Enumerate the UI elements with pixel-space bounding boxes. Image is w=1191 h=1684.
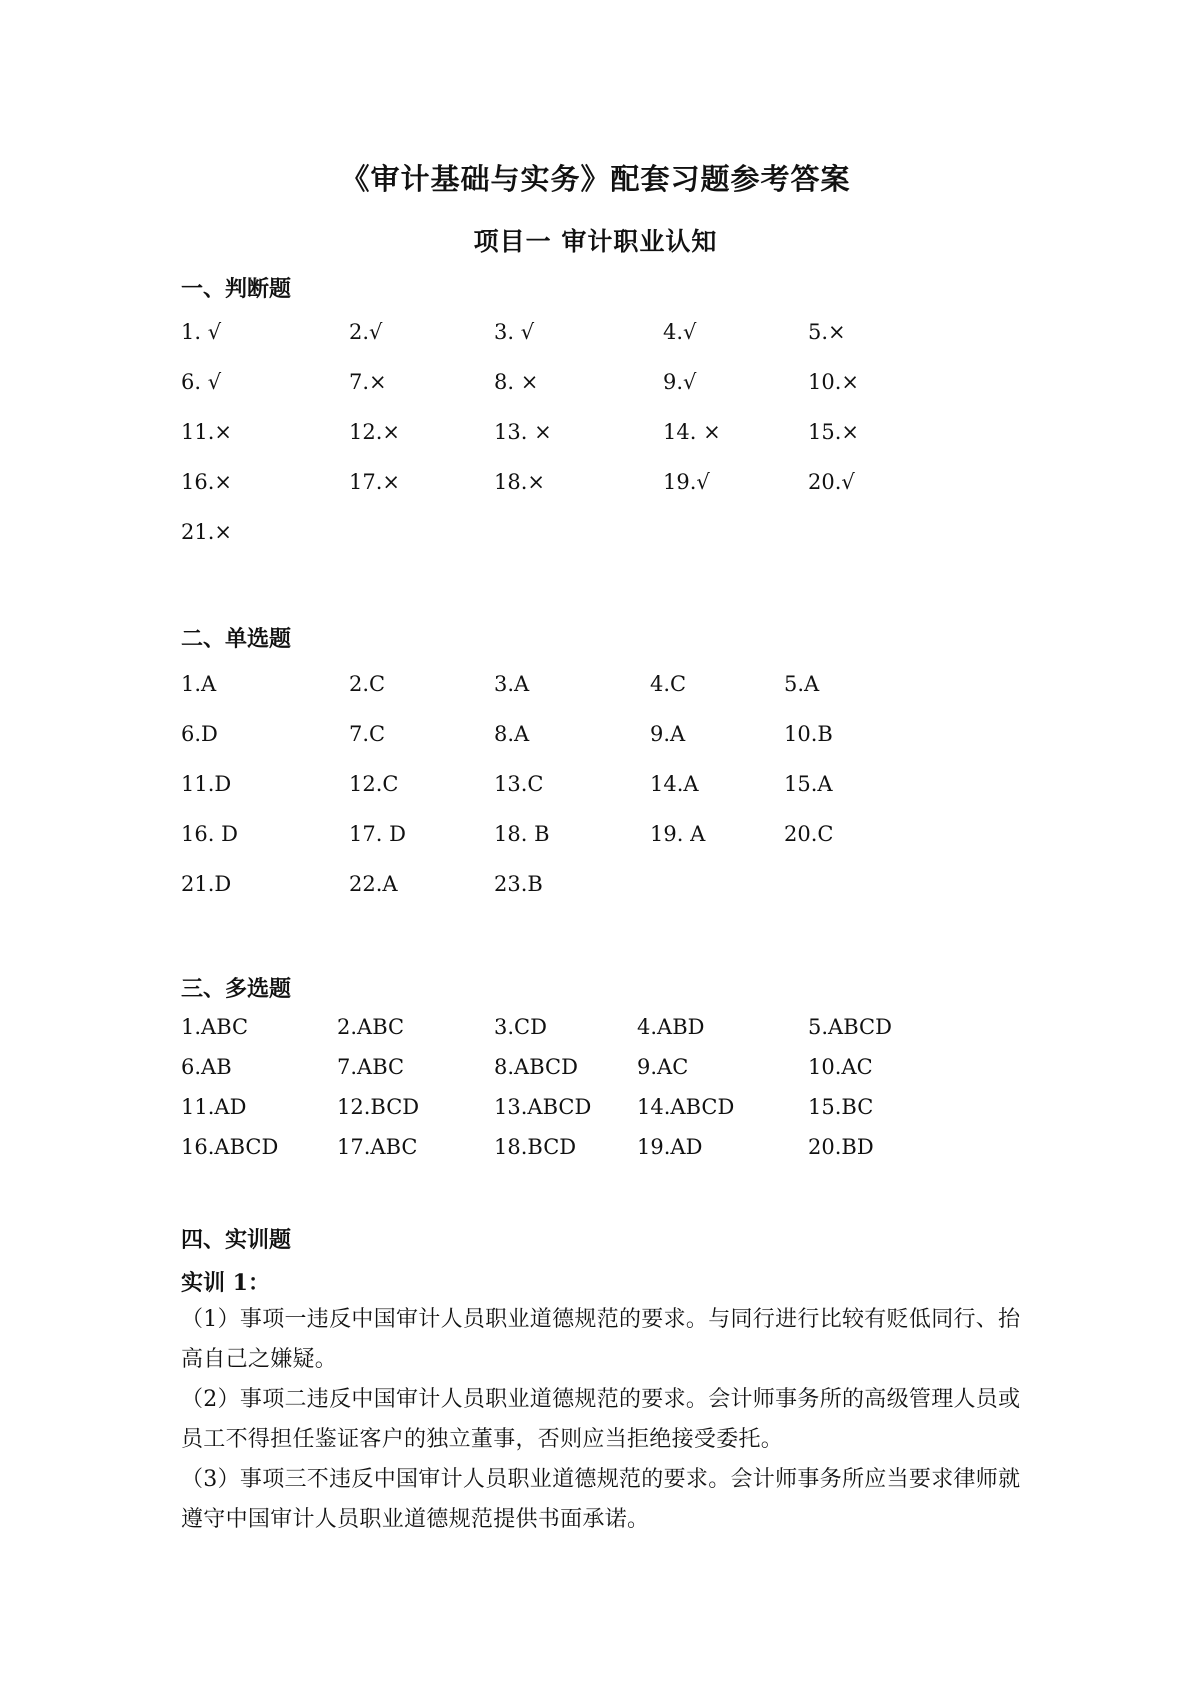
judge-answer-cell: 9.√ [663, 370, 697, 394]
multi-answer-cell: 2.ABC [337, 1015, 405, 1039]
judge-answer-cell: 4.√ [663, 320, 697, 344]
practice-subheading: 实训 1： [181, 1270, 270, 1296]
multi-answer-cell: 14.ABCD [637, 1095, 735, 1119]
multi-answer-cell: 15.BC [808, 1095, 874, 1119]
multi-answer-cell: 19.AD [637, 1135, 703, 1159]
single-answer-cell: 14.A [650, 772, 699, 796]
judge-answer-cell: 17.× [349, 470, 400, 494]
judge-answer-cell: 14. × [663, 420, 721, 444]
multi-answer-cell: 13.ABCD [494, 1095, 592, 1119]
multi-answer-cell: 12.BCD [337, 1095, 420, 1119]
judge-answer-cell: 3. √ [494, 320, 535, 344]
judge-answer-cell: 2.√ [349, 320, 383, 344]
judge-answer-cell: 7.× [349, 370, 387, 394]
judge-answer-cell: 12.× [349, 420, 400, 444]
single-answer-cell: 9.A [650, 722, 686, 746]
single-answer-cell: 2.C [349, 672, 386, 696]
multi-answer-cell: 6.AB [181, 1055, 232, 1079]
multi-answer-cell: 1.ABC [181, 1015, 249, 1039]
multi-answer-cell: 5.ABCD [808, 1015, 892, 1039]
single-answer-cell: 10.B [784, 722, 833, 746]
judge-answer-cell: 18.× [494, 470, 545, 494]
document-title: 《审计基础与实务》配套习题参考答案 [340, 162, 851, 196]
single-answer-cell: 22.A [349, 872, 398, 896]
multi-answer-cell: 16.ABCD [181, 1135, 279, 1159]
multi-answer-cell: 8.ABCD [494, 1055, 578, 1079]
section-heading-single: 二、单选题 [181, 626, 292, 652]
section-heading-judge: 一、判断题 [181, 276, 292, 302]
judge-answer-cell: 19.√ [663, 470, 710, 494]
single-answer-cell: 16. D [181, 822, 238, 846]
multi-answer-cell: 11.AD [181, 1095, 247, 1119]
single-answer-cell: 8.A [494, 722, 530, 746]
section-heading-multi: 三、多选题 [181, 976, 292, 1002]
judge-answer-cell: 20.√ [808, 470, 855, 494]
multi-answer-cell: 3.CD [494, 1015, 547, 1039]
practice-paragraph-1: （1）事项一违反中国审计人员职业道德规范的要求。与同行进行比较有贬低同行、抬高自己之嫌疑。 [181, 1307, 1021, 1372]
single-answer-cell: 4.C [650, 672, 687, 696]
single-answer-cell: 12.C [349, 772, 399, 796]
judge-answer-cell: 5.× [808, 320, 846, 344]
single-answer-cell: 6.D [181, 722, 218, 746]
multi-answer-cell: 4.ABD [637, 1015, 705, 1039]
single-answer-cell: 17. D [349, 822, 406, 846]
single-answer-cell: 23.B [494, 872, 543, 896]
judge-answer-cell: 6. √ [181, 370, 222, 394]
project-subtitle: 项目一 审计职业认知 [473, 227, 718, 256]
single-answer-cell: 3.A [494, 672, 530, 696]
judge-answer-cell: 21.× [181, 520, 232, 544]
multi-answer-cell: 17.ABC [337, 1135, 418, 1159]
single-answer-cell: 5.A [784, 672, 820, 696]
judge-answer-cell: 10.× [808, 370, 859, 394]
single-answer-cell: 7.C [349, 722, 386, 746]
single-answer-cell: 19. A [650, 822, 706, 846]
multi-answer-cell: 18.BCD [494, 1135, 577, 1159]
judge-answer-cell: 8. × [494, 370, 539, 394]
multi-answer-cell: 10.AC [808, 1055, 873, 1079]
single-answer-cell: 21.D [181, 872, 232, 896]
judge-answer-cell: 11.× [181, 420, 232, 444]
single-answer-cell: 18. B [494, 822, 550, 846]
single-answer-cell: 1.A [181, 672, 217, 696]
single-answer-cell: 15.A [784, 772, 833, 796]
judge-answer-cell: 16.× [181, 470, 232, 494]
practice-paragraph-3: （3）事项三不违反中国审计人员职业道德规范的要求。会计师事务所应当要求律师就遵守中国审计人员职业道德规范提供书面承诺。 [181, 1467, 1021, 1532]
section-heading-practice: 四、实训题 [181, 1227, 292, 1253]
judge-answer-cell: 15.× [808, 420, 859, 444]
practice-paragraph-2: （2）事项二违反中国审计人员职业道德规范的要求。会计师事务所的高级管理人员或员工不得担任鉴证客户的独立董事，否则应当拒绝接受委托。 [181, 1387, 1021, 1452]
judge-answer-cell: 1. √ [181, 320, 222, 344]
single-answer-cell: 20.C [784, 822, 834, 846]
multi-answer-cell: 20.BD [808, 1135, 874, 1159]
single-answer-cell: 13.C [494, 772, 544, 796]
judge-answer-cell: 13. × [494, 420, 552, 444]
multi-answer-cell: 9.AC [637, 1055, 689, 1079]
single-answer-cell: 11.D [181, 772, 232, 796]
multi-answer-cell: 7.ABC [337, 1055, 405, 1079]
